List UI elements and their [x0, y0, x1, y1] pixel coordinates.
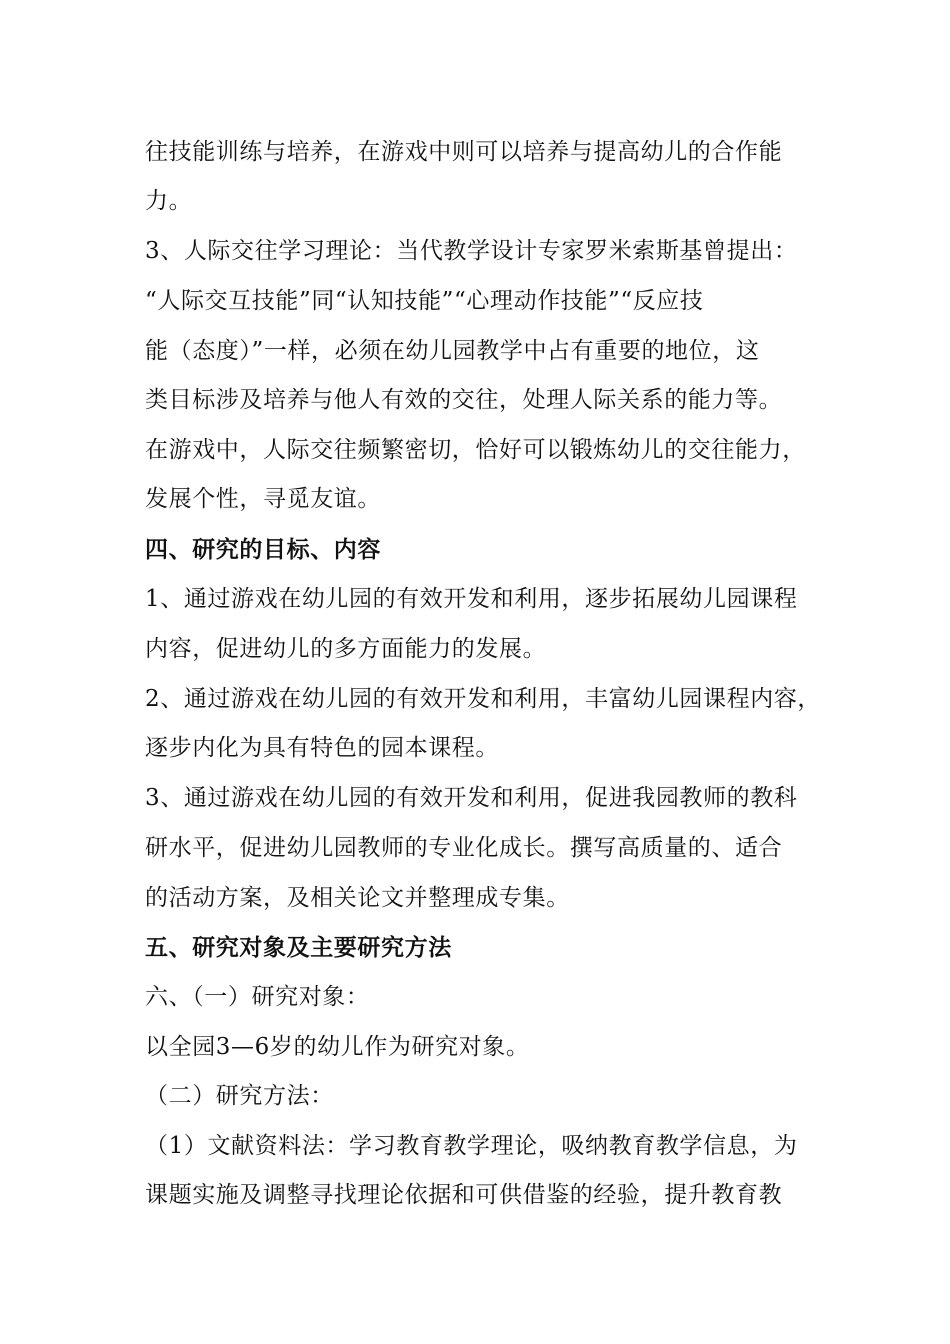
paragraph-line: （二）研究方法：	[145, 1083, 334, 1109]
paragraph-line: 能（态度）”一样，必须在幼儿园教学中占有重要的地位，这	[145, 338, 760, 364]
paragraph-line: 六、（一）研究对象：	[145, 984, 370, 1010]
paragraph-line: 力。	[145, 188, 193, 214]
paragraph-line: 在游戏中，人际交往频繁密切，恰好可以锻炼幼儿的交往能力，	[145, 437, 806, 463]
paragraph-line: 3、通过游戏在幼儿园的有效开发和利用，促进我园教师的教科	[145, 785, 798, 811]
paragraph-line: 的活动方案，及相关论文并整理成专集。	[145, 885, 570, 911]
section-heading: 四、研究的目标、内容	[145, 537, 381, 563]
paragraph-line: 3、人际交往学习理论：当代教学设计专家罗米索斯基曾提出：	[145, 238, 798, 264]
paragraph-line: 发展个性，寻觅友谊。	[145, 486, 381, 512]
paragraph-line: “人际交互技能”同“认知技能”“心理动作技能”“反应技	[145, 288, 704, 314]
paragraph-line: 1、通过游戏在幼儿园的有效开发和利用，逐步拓展幼儿园课程	[145, 586, 798, 612]
paragraph-line: （1）文献资料法：学习教育教学理论，吸纳教育教学信息，为	[145, 1133, 798, 1159]
section-heading: 五、研究对象及主要研究方法	[145, 935, 452, 961]
paragraph-line: 内容，促进幼儿的多方面能力的发展。	[145, 636, 547, 662]
paragraph-line: 研水平，促进幼儿园教师的专业化成长。撰写高质量的、适合	[145, 835, 783, 861]
paragraph-line: 逐步内化为具有特色的园本课程。	[145, 735, 499, 761]
paragraph-line: 类目标涉及培养与他人有效的交往，处理人际关系的能力等。	[145, 387, 783, 413]
paragraph-line: 课题实施及调整寻找理论依据和可供借鉴的经验，提升教育教	[145, 1182, 783, 1208]
paragraph-line: 2、通过游戏在幼儿园的有效开发和利用，丰富幼儿园课程内容，	[145, 686, 822, 712]
paragraph-line: 往技能训练与培养，在游戏中则可以培养与提高幼儿的合作能	[145, 139, 783, 165]
paragraph-line: 以全园3—6岁的幼儿作为研究对象。	[145, 1034, 530, 1060]
